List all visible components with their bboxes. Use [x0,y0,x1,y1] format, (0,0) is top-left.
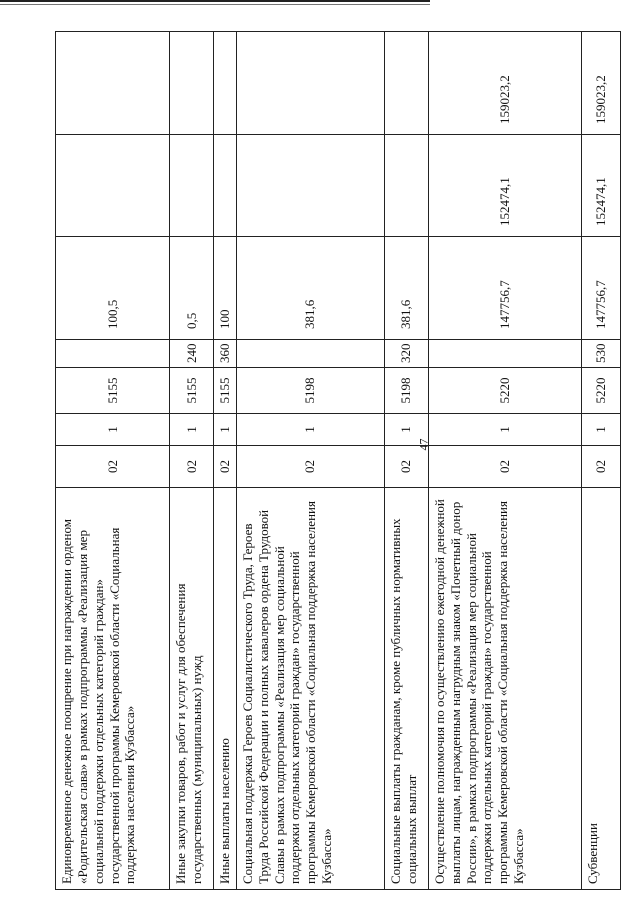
cell-expense-type [56,340,170,368]
rotated-table-wrapper [55,32,618,890]
scan-edge-line [0,0,430,2]
row-name: Субвенции [581,488,620,890]
cell-article: 5155 [214,368,237,414]
cell-amount-2 [170,135,214,237]
cell-amount-1: 0,5 [170,237,214,340]
cell-section: 02 [56,446,170,488]
cell-amount-2: 152474,1 [581,135,620,237]
scan-edge-line-thin [0,4,430,5]
table-row [214,32,237,890]
cell-amount-1: 381,6 [384,237,428,340]
row-name: Осуществление полномочия по осуществлению ежегодной денежной выплаты лицам, награжденным нагрудным знаком «Почетный донор России», в рамках подпрограммы «Реализация мер социальной поддержки отдельных категорий граждан» государственной программы Кемеровской области «Социальная поддержка населения Кузбасса» [428,488,581,890]
cell-amount-1: 100 [214,237,237,340]
row-name: Социальная поддержка Героев Социалистического Труда, Героев Труда Российской Федерации и полных кавалеров ордена Трудовой Славы в рамках подпрограммы «Реализация мер социальной поддержки отдельных категорий граждан» государственной программы Кемеровской области «Социальная поддержка населения Кузбасса» [236,488,384,890]
cell-expense-type: 360 [214,340,237,368]
cell-amount-3 [384,32,428,135]
cell-article: 5198 [384,368,428,414]
table-row [56,32,170,890]
cell-expense-type [428,340,581,368]
cell-subsection: 1 [581,414,620,446]
cell-amount-3 [170,32,214,135]
cell-amount-2 [384,135,428,237]
cell-expense-type: 530 [581,340,620,368]
cell-article: 5155 [56,368,170,414]
cell-section: 02 [428,446,581,488]
cell-subsection: 1 [56,414,170,446]
cell-article: 5198 [236,368,384,414]
cell-subsection: 1 [214,414,237,446]
cell-section: 02 [214,446,237,488]
row-name: Иные выплаты населению [214,488,237,890]
budget-table [55,31,621,890]
cell-section: 02 [236,446,384,488]
page-number: 47 [416,438,431,451]
cell-amount-2: 152474,1 [428,135,581,237]
row-name: Единовременное денежное поощрение при награждении орденом «Родительская слава» в рамках подпрограммы «Реализация мер социальной поддержки отдельных категорий граждан» государственной программы Кемеровской области «Социальная поддержка населения Кузбасса» [56,488,170,890]
table-row [236,32,384,890]
row-name: Социальные выплаты гражданам, кроме публичных нормативных социальных выплат [384,488,428,890]
cell-amount-3 [214,32,237,135]
cell-subsection: 1 [384,414,428,446]
cell-amount-3: 159023,2 [581,32,620,135]
cell-amount-1: 147756,7 [428,237,581,340]
row-name: Иные закупки товаров, работ и услуг для обеспечения государственных (муниципальных) нужд [170,488,214,890]
table-row [428,32,581,890]
cell-amount-3 [56,32,170,135]
cell-section: 02 [384,446,428,488]
cell-expense-type: 240 [170,340,214,368]
cell-expense-type: 320 [384,340,428,368]
cell-amount-3: 159023,2 [428,32,581,135]
table-row [384,32,428,890]
cell-section: 02 [581,446,620,488]
cell-amount-2 [56,135,170,237]
cell-amount-1: 147756,7 [581,237,620,340]
cell-amount-1: 100,5 [56,237,170,340]
cell-subsection: 1 [236,414,384,446]
cell-article: 5220 [428,368,581,414]
cell-amount-1: 381,6 [236,237,384,340]
table-row [170,32,214,890]
table-row [581,32,620,890]
cell-subsection: 1 [428,414,581,446]
cell-subsection: 1 [170,414,214,446]
cell-amount-2 [214,135,237,237]
cell-amount-2 [236,135,384,237]
cell-amount-3 [236,32,384,135]
cell-article: 5155 [170,368,214,414]
cell-section: 02 [170,446,214,488]
cell-expense-type [236,340,384,368]
cell-article: 5220 [581,368,620,414]
